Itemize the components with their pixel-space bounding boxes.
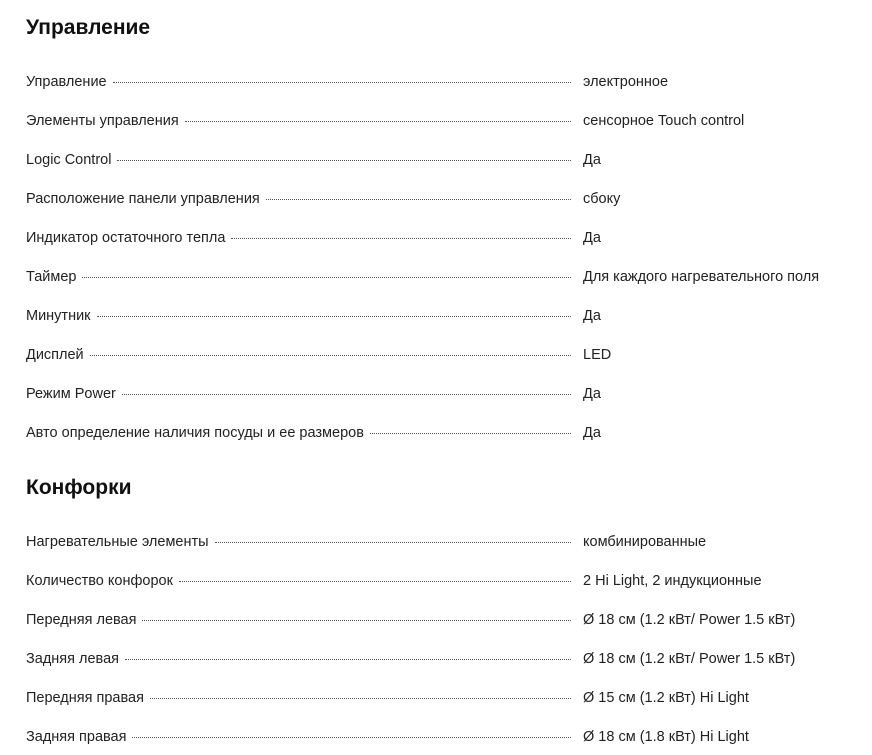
spec-label: Таймер [26,269,77,285]
spec-value: Да [583,308,601,324]
spec-value: Ø 18 см (1.2 кВт/ Power 1.5 кВт) [583,612,796,628]
spec-value: Да [583,425,601,441]
spec-label: Задняя правая [26,729,127,745]
spec-row [26,170,866,209]
spec-row [26,404,866,443]
spec-row [26,552,866,591]
spec-label: Передняя правая [26,690,144,706]
spec-label: Элементы управления [26,113,179,129]
spec-value: Ø 15 см (1.2 кВт) Hi Light [583,690,749,706]
dotted-leader [142,620,571,621]
spec-section-burners [26,474,866,747]
spec-value: комбинированные [583,534,707,550]
spec-label: Logic Control [26,152,112,168]
spec-value: 2 Hi Light, 2 индукционные [583,573,762,589]
spec-row [26,53,866,92]
spec-label: Индикатор остаточного тепла [26,230,226,246]
spec-value: сбоку [583,191,621,207]
dotted-leader [122,394,571,395]
spec-row [26,287,866,326]
spec-label: Нагревательные элементы [26,534,209,550]
spec-value: Ø 18 см (1.2 кВт/ Power 1.5 кВт) [583,651,796,667]
dotted-leader [215,542,571,543]
spec-row [26,513,866,552]
spec-value: Да [583,386,601,402]
spec-label: Количество конфорок [26,573,173,589]
dotted-leader [179,581,571,582]
dotted-leader [150,698,571,699]
spec-list [26,513,866,747]
dotted-leader [231,238,571,239]
dotted-leader [90,355,571,356]
spec-value: электронное [583,74,669,90]
spec-row [26,131,866,170]
spec-section-control [26,14,866,443]
section-title: Конфорки [26,476,132,499]
dotted-leader [266,199,571,200]
spec-label: Режим Power [26,386,116,402]
spec-row [26,591,866,630]
spec-row [26,326,866,365]
spec-value: Для каждого нагревательного поля [583,269,820,285]
spec-row [26,365,866,404]
spec-row [26,630,866,669]
dotted-leader [117,160,571,161]
spec-value: LED [583,347,612,363]
spec-label: Расположение панели управления [26,191,260,207]
dotted-leader [125,659,571,660]
spec-value: Да [583,230,601,246]
spec-label: Авто определение наличия посуды и ее размеров [26,425,364,441]
dotted-leader [132,737,571,738]
spec-label: Передняя левая [26,612,137,628]
section-title: Управление [26,16,151,39]
dotted-leader [97,316,571,317]
dotted-leader [185,121,571,122]
dotted-leader [82,277,571,278]
dotted-leader [113,82,571,83]
spec-value: Да [583,152,601,168]
spec-row [26,708,866,747]
spec-label: Дисплей [26,347,84,363]
spec-row [26,248,866,287]
spec-row [26,92,866,131]
spec-label: Задняя левая [26,651,120,667]
spec-list [26,53,866,443]
spec-label: Минутник [26,308,91,324]
spec-value: Ø 18 см (1.8 кВт) Hi Light [583,729,749,745]
spec-value: сенсорное Touch control [583,113,745,129]
spec-row [26,669,866,708]
spec-row [26,209,866,248]
spec-label: Управление [26,74,107,90]
dotted-leader [370,433,571,434]
